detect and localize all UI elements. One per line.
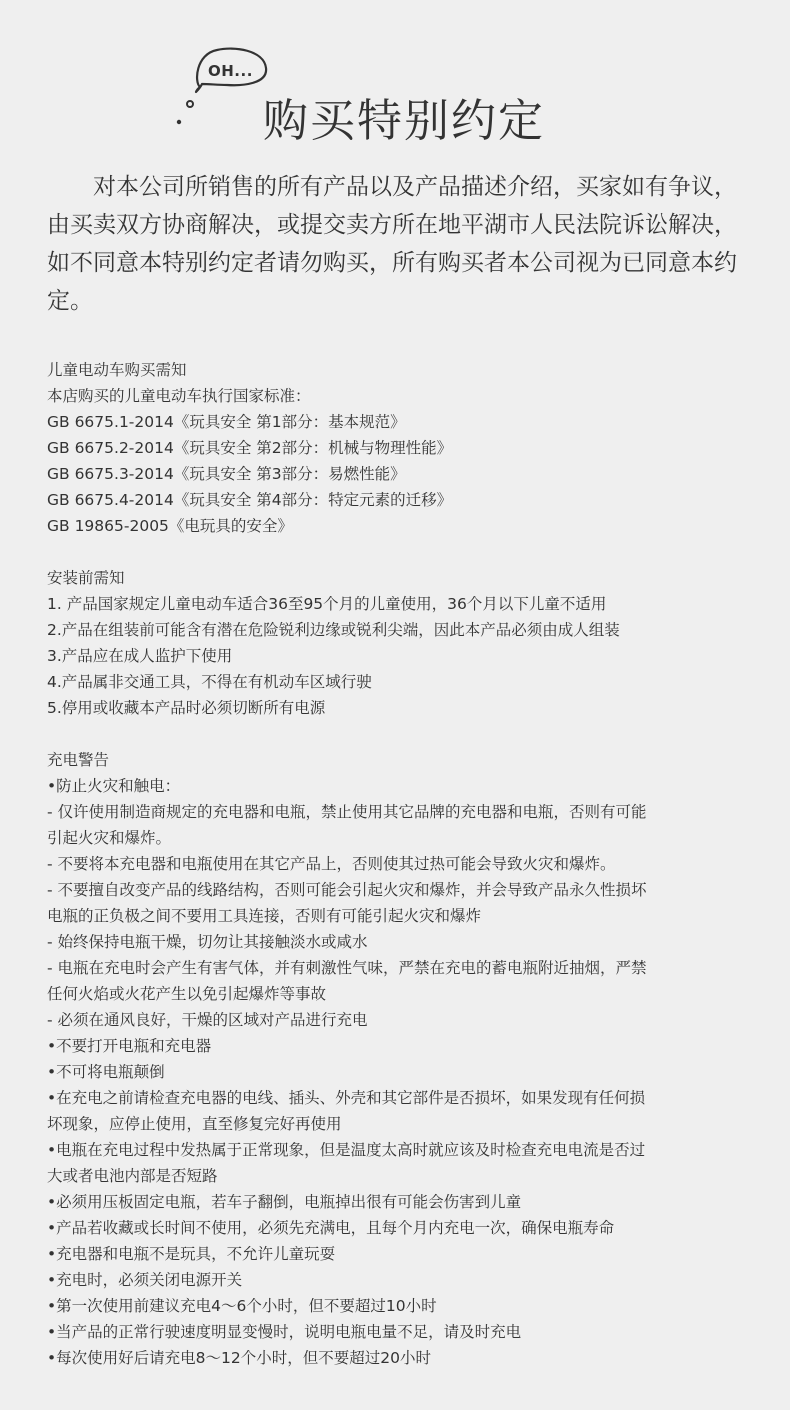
section-heading: 儿童电动车购买需知 — [47, 361, 187, 379]
warning-line: - 始终保持电瓶干燥，切勿让其接触淡水或咸水 — [47, 933, 368, 951]
warning-line: - 电瓶在充电时会产生有害气体，并有刺激性气味，严禁在充电的蓄电瓶附近抽烟，严禁 — [47, 959, 647, 977]
text-line: 本店购买的儿童电动车执行国家标准： — [47, 387, 311, 405]
warning-line: •每次使用好后请充电8～12个小时，但不要超过20小时 — [47, 1349, 431, 1367]
section-standards — [47, 357, 752, 539]
warning-line: •充电时，必须关闭电源开关 — [47, 1271, 243, 1289]
standard-item: GB 6675.2-2014《玩具安全 第2部分：机械与物理性能》 — [47, 439, 453, 457]
section-charging-warning — [47, 747, 752, 1371]
list-item: 2.产品在组装前可能含有潜在危险锐利边缘或锐利尖端，因此本产品必须由成人组装 — [47, 621, 620, 639]
spacer — [47, 721, 752, 747]
standard-item: GB 19865-2005《电玩具的安全》 — [47, 517, 293, 535]
intro-paragraph: 对本公司所销售的所有产品以及产品描述介绍，买家如有争议，由买卖双方协商解决，或提交卖方所在地平湖市人民法院诉讼解决，如不同意本特别约定者请勿购买，所有购买者本公司视为已同意本约定。 — [47, 174, 737, 314]
list-item: 1. 产品国家规定儿童电动车适合36至95个月的儿童使用，36个月以下儿童不适用 — [47, 595, 607, 613]
warning-line: - 不要将本充电器和电瓶使用在其它产品上，否则使其过热可能会导致火灾和爆炸。 — [47, 855, 616, 873]
warning-line: •在充电之前请检查充电器的电线、插头、外壳和其它部件是否损坏，如果发现有任何损 — [47, 1089, 646, 1107]
warning-line: •不要打开电瓶和充电器 — [47, 1037, 212, 1055]
warning-line: •充电器和电瓶不是玩具，不允许儿童玩耍 — [47, 1245, 336, 1263]
warning-line: 引起火灾和爆炸。 — [47, 829, 172, 847]
warning-line: •不可将电瓶颠倒 — [47, 1063, 165, 1081]
spacer — [47, 539, 752, 565]
section-heading: 安装前需知 — [47, 569, 125, 587]
warning-line: •当产品的正常行驶速度明显变慢时，说明电瓶电量不足，请及时充电 — [47, 1323, 522, 1341]
section-heading: 充电警告 — [47, 751, 110, 769]
list-item: 5.停用或收藏本产品时必须切断所有电源 — [47, 699, 326, 717]
page-title: 购买特别约定 — [263, 94, 546, 147]
warning-line: •产品若收藏或长时间不使用，必须先充满电，且每个月内充电一次，确保电瓶寿命 — [47, 1219, 615, 1237]
list-item: 4.产品属非交通工具，不得在有机动车区域行驶 — [47, 673, 372, 691]
standard-item: GB 6675.4-2014《玩具安全 第4部分：特定元素的迁移》 — [47, 491, 453, 509]
warning-line: - 不要擅自改变产品的线路结构，否则可能会引起火灾和爆炸，并会导致产品永久性损坏 — [47, 881, 647, 899]
standard-item: GB 6675.1-2014《玩具安全 第1部分：基本规范》 — [47, 413, 406, 431]
warning-line: •第一次使用前建议充电4～6个小时，但不要超过10小时 — [47, 1297, 437, 1315]
warning-line: - 仅许使用制造商规定的充电器和电瓶，禁止使用其它品牌的充电器和电瓶，否则有可能 — [47, 803, 647, 821]
bubble-text: OH... — [208, 62, 253, 80]
warning-line: 坏现象，应停止使用，直至修复完好再使用 — [47, 1115, 342, 1133]
warning-line: 任何火焰或火花产生以免引起爆炸等事故 — [47, 985, 327, 1003]
list-item: 3.产品应在成人监护下使用 — [47, 647, 233, 665]
warning-line: 大或者电池内部是否短路 — [47, 1167, 218, 1185]
warning-line: 电瓶的正负极之间不要用工具连接，否则有可能引起火灾和爆炸 — [47, 907, 482, 925]
warning-line: •防止火灾和触电： — [47, 777, 181, 795]
notes-body — [47, 357, 752, 1371]
warning-line: - 必须在通风良好，干燥的区域对产品进行充电 — [47, 1011, 368, 1029]
warning-line: •电瓶在充电过程中发热属于正常现象，但是温度太高时就应该及时检查充电电流是否过 — [47, 1141, 646, 1159]
warning-line: •必须用压板固定电瓶，若车子翻倒，电瓶掉出很有可能会伤害到儿童 — [47, 1193, 522, 1211]
section-installation — [47, 565, 752, 721]
standard-item: GB 6675.3-2014《玩具安全 第3部分：易燃性能》 — [47, 465, 406, 483]
